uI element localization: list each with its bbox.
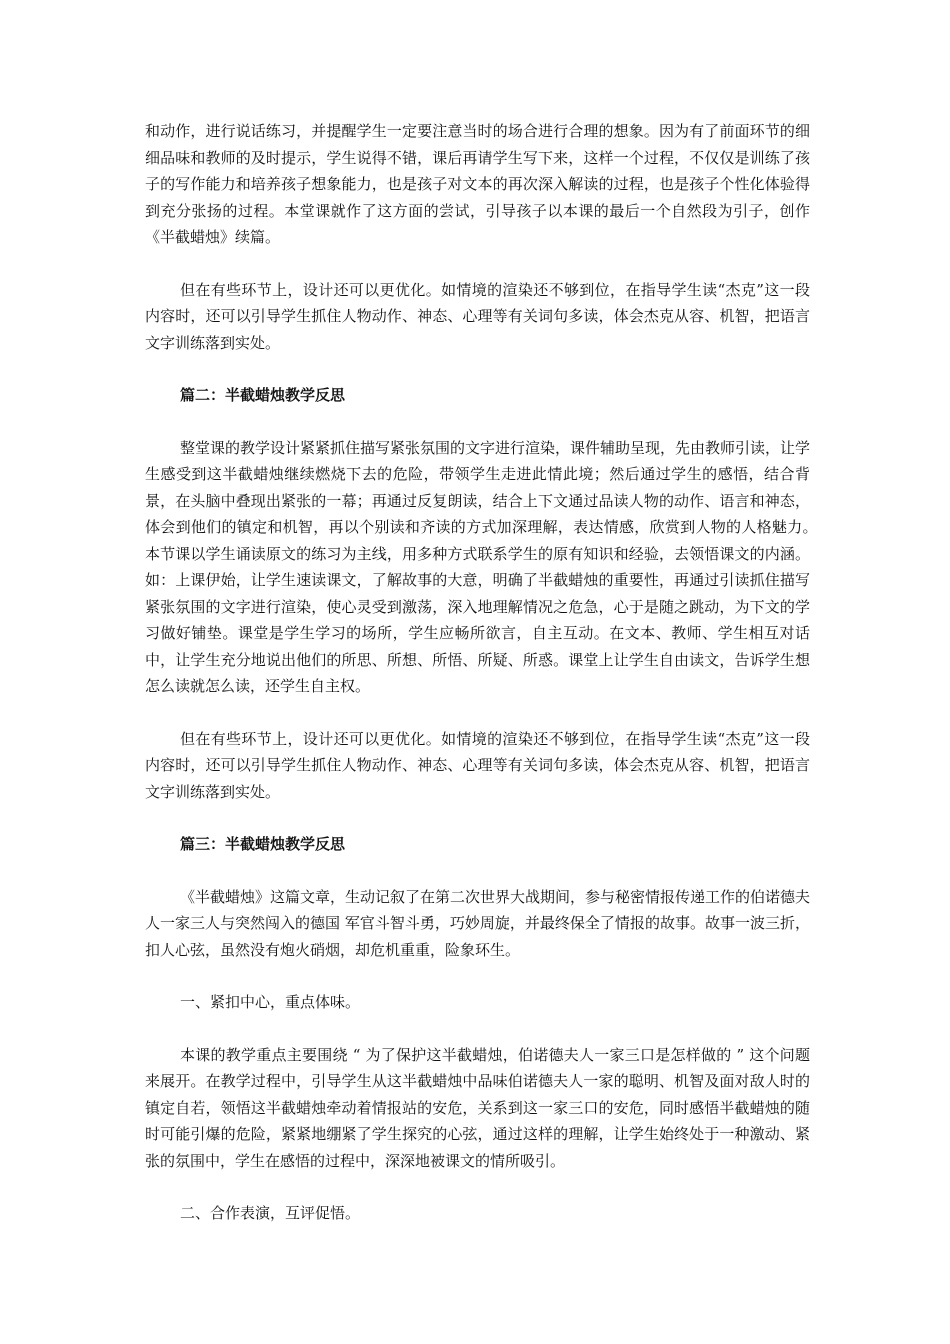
paragraph-story-summary: 《半截蜡烛》这篇文章，生动记叙了在第二次世界大战期间，参与秘密情报传递工作的伯诺德夫人一家三人与突然闯入的德国 军官斗智斗勇，巧妙周旋，并最终保全了情报的故事。故事一波三折，扣人心弦，虽然没有炮火硝烟，却危机重重，险象环生。 [145, 887, 811, 959]
paragraph-gap [145, 356, 810, 382]
paragraph-gap [145, 700, 810, 726]
paragraph-gap [145, 1016, 810, 1042]
subheading-point-two: 二、合作表演，互评促悟。 [180, 1204, 361, 1222]
paragraph-optimization-note: 但在有些环节上，设计还可以更优化。如情境的渲染还不够到位，在指导学生读“杰克”这一段内容时，还可以引导学生抓住人物动作、神态、心理等有关词句多读，体会杰克从容、机智，把语言文字训练落到实处。 [145, 280, 810, 352]
paragraph-gap [145, 963, 810, 989]
section-heading-part-three: 篇三：半截蜡烛教学反思 [180, 835, 346, 853]
paragraph-gap [145, 858, 810, 884]
paragraph-teaching-focus: 本课的教学重点主要围绕 “ 为了保护这半截蜡烛，伯诺德夫人一家三口是怎样做的 ” 这个问题来展开。在教学过程中，引导学生从这半截蜡烛中品味伯诺德夫人一家的聪明、机智及面对敌人时的镇定自若，领悟这半截蜡烛牵动着情报站的安危，关系到这一家三口的安危，同时感悟半截蜡烛的随时可能引爆的危险，紧紧地绷紧了学生探究的心弦，通过这样的理解，让学生始终处于一种激动、紧张的氛围中，学生在感悟的过程中，深深地被课文的情所吸引。 [145, 1045, 810, 1170]
paragraph-continued: 和动作，进行说话练习，并提醒学生一定要注意当时的场合进行合理的想象。因为有了前面环节的细细品味和教师的及时提示，学生说得不错，课后再请学生写下来，这样一个过程，不仅仅是训练了孩子的写作能力和培养孩子想象能力，也是孩子对文本的再次深入解读的过程，也是孩子个性化体验得到充分张扬的过程。本堂课就作了这方面的尝试，引导孩子以本课的最后一个自然段为引子，创作《半截蜡烛》续篇。 [145, 122, 810, 246]
paragraph-gap [145, 1174, 810, 1200]
paragraph-gap [145, 805, 810, 831]
paragraph-optimization-note-repeat: 但在有些环节上，设计还可以更优化。如情境的渲染还不够到位，在指导学生读“杰克”这一段内容时，还可以引导学生抓住人物动作、神态、心理等有关词句多读，体会杰克从容、机智，把语言文字训练落到实处。 [145, 729, 810, 801]
subheading-point-one: 一、紧扣中心，重点体味。 [180, 993, 361, 1011]
paragraph-lesson-design: 整堂课的教学设计紧紧抓住描写紧张氛围的文字进行渲染，课件辅助呈现，先由教师引读，让学生感受到这半截蜡烛继续燃烧下去的危险，带领学生走进此情此境；然后通过学生的感悟，结合背景，在头脑中叠现出紧张的一幕；再通过反复朗读，结合上下文通过品读人物的动作、语言和神态，体会到他们的镇定和机智，再以个别读和齐读的方式加深理解，表达情感，欣赏到人物的人格魅力。 本节课以学生诵读原文的练习为主线，用多种方式联系学生的原有知识和经验，去领悟课文的内涵。如：上课伊始，让学生速读课文，了解故事的大意，明确了半截蜡烛的重要性，再通过引读抓住描写紧张氛围的文字进行渲染，使心灵受到激荡，深入地理解情况之危急，心于是随之跳动，为下文的学习做好铺垫。课堂是学生学习的场所，学生应畅所欲言，自主互动。在文本、教师、学生相互对话中，让学生充分地说出他们的所思、所想、所悟、所疑、所惑。课堂上让学生自由读文，告诉学生想怎么读就怎么读，还学生自主权。 [145, 438, 826, 695]
paragraph-gap [145, 409, 810, 435]
paragraph-gap [145, 251, 810, 277]
document-body [145, 118, 826, 1227]
section-heading-part-two: 篇二：半截蜡烛教学反思 [180, 386, 346, 404]
